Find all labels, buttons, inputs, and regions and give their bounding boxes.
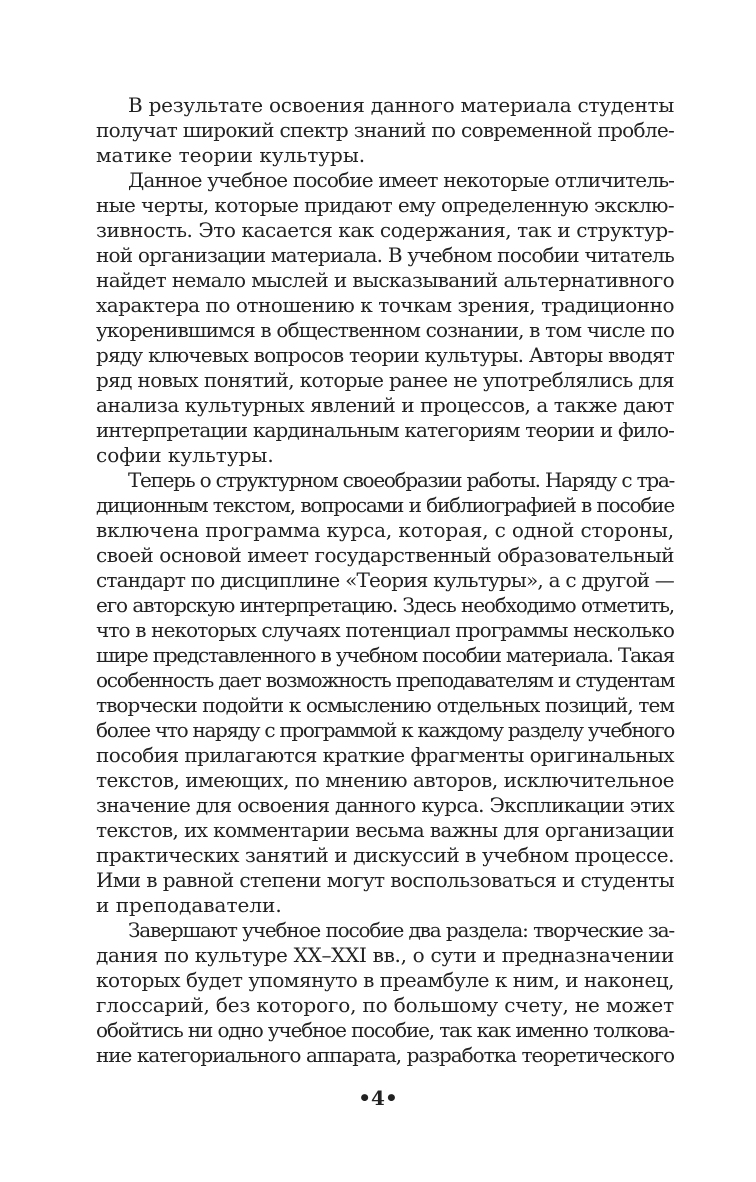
- text-line: софии культуры.: [96, 443, 274, 467]
- text-line: Теперь о структурном своеобразии работы. Наряду с тра-: [128, 468, 674, 492]
- text-line: текстов, их комментарии весьма важны для организации: [96, 818, 674, 842]
- text-line: ние категориального аппарата, разработка теоретического: [96, 1043, 674, 1067]
- text-line: Данное учебное пособие имеет некоторые отличитель-: [128, 168, 674, 192]
- text-line: стандарт по дисциплине «Теория культуры», а с другой —: [96, 568, 674, 592]
- text-line: ные черты, которые придают ему определенную эксклю-: [96, 193, 674, 217]
- text-line: шире представленного в учебном пособии материала. Такая: [96, 643, 674, 667]
- text-line: ряду ключевых вопросов теории культуры. Авторы вводят: [96, 343, 674, 367]
- text-line: ряд новых понятий, которые ранее не употреблялись для: [96, 368, 674, 392]
- text-line: особенность дает возможность преподавателям и студентам: [96, 668, 674, 692]
- text-line: пособия прилагаются краткие фрагменты оригинальных: [96, 743, 674, 767]
- text-line: и преподаватели.: [96, 893, 282, 917]
- text-line: которых будет упомянуто в преамбуле к ним, и наконец,: [96, 968, 674, 992]
- text-line: ной организации материала. В учебном пособии читатель: [96, 243, 674, 267]
- text-line: Ими в равной степени могут воспользоваться и студенты: [96, 868, 674, 892]
- text-line: укоренившимся в общественном сознании, в том числе по: [96, 318, 674, 342]
- text-line: дания по культуре XX–XXI вв., о сути и предназначении: [96, 943, 674, 967]
- text-line: что в некоторых случаях потенциал программы несколько: [96, 618, 674, 642]
- text-line: интерпретации кардинальным категориям теории и фило-: [96, 418, 674, 442]
- paragraph-2: [96, 168, 674, 468]
- page-number: •4•: [358, 1086, 398, 1110]
- text-line: анализа культурных явлений и процессов, а также дают: [96, 393, 674, 417]
- body-text: [96, 93, 674, 1068]
- text-line: обойтись ни одно учебное пособие, так как именно толкова-: [96, 1018, 674, 1042]
- text-line: зивность. Это касается как содержания, так и структур-: [96, 218, 674, 242]
- text-line: значение для освоения данного курса. Экспликации этих: [96, 793, 674, 817]
- text-line: Завершают учебное пособие два раздела: творческие за-: [128, 918, 674, 942]
- text-line: своей основой имеет государственный образовательный: [96, 543, 674, 567]
- text-line: характера по отношению к точкам зрения, традиционно: [96, 293, 674, 317]
- text-line: текстов, имеющих, по мнению авторов, исключительное: [96, 768, 674, 792]
- text-line: получат широкий спектр знаний по современной пробле-: [96, 118, 674, 142]
- text-line: диционным текстом, вопросами и библиографией в пособие: [96, 493, 674, 517]
- text-line: более что наряду с программой к каждому разделу учебного: [96, 718, 674, 742]
- text-line: его авторскую интерпретацию. Здесь необходимо отметить,: [96, 593, 674, 617]
- text-line: матике теории культуры.: [96, 143, 366, 167]
- text-line: В результате освоения данного материала студенты: [128, 93, 674, 117]
- paragraph-1: [96, 93, 674, 168]
- paragraph-3: [96, 468, 674, 918]
- text-line: глоссарий, без которого, по большому счету, не может: [96, 993, 674, 1017]
- text-line: творчески подойти к осмыслению отдельных позиций, тем: [96, 693, 674, 717]
- text-line: включена программа курса, которая, с одной стороны,: [96, 518, 674, 542]
- text-line: найдет немало мыслей и высказываний альтернативного: [96, 268, 674, 292]
- paragraph-4: [96, 918, 674, 1068]
- text-line: практических занятий и дискуссий в учебном процессе.: [96, 843, 674, 867]
